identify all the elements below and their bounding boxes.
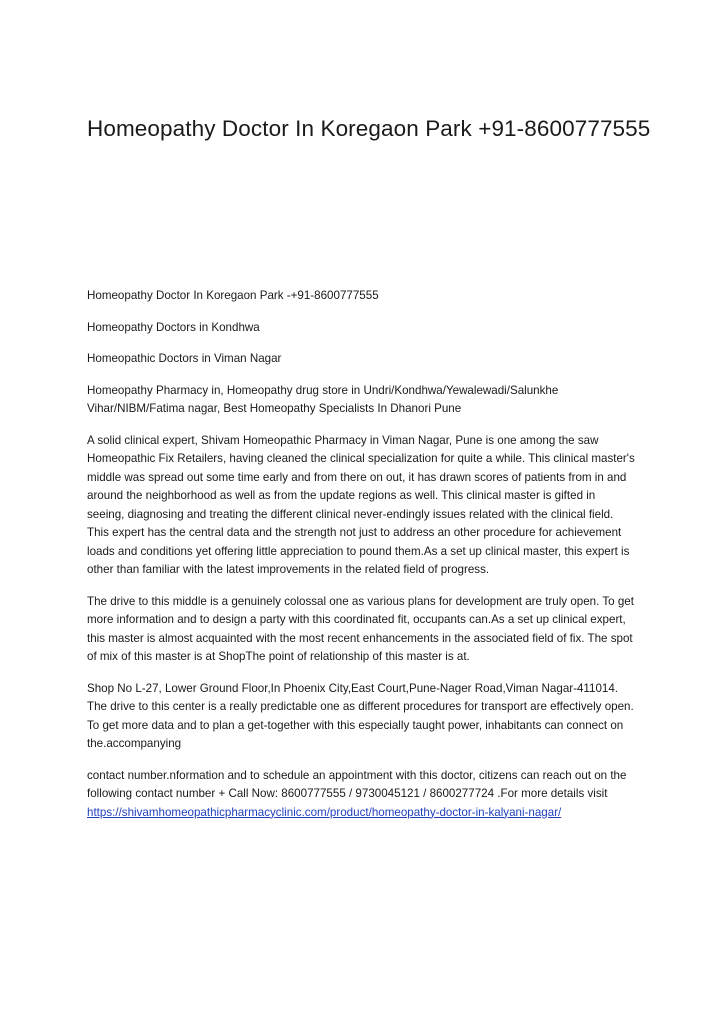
paragraph-address: Shop No L-27, Lower Ground Floor,In Phoenix City,East Court,Pune-Nager Road,Viman Nagar-411014. The drive to this center is a really predictable one as different procedures for transport are effectively open. To get more data and to plan a get-together with this especially taught power, inhabitants can connect on the.accompanying [87, 681, 634, 750]
paragraph-doctor-koregaon: Homeopathy Doctor In Koregaon Park -+91-8600777555 [87, 289, 379, 302]
clinic-website-link[interactable]: https://shivamhomeopathicpharmacyclinic.com/product/homeopathy-doctor-in-kalyani-nagar/ [87, 805, 562, 819]
paragraph-doctors-kondhwa: Homeopathy Doctors in Kondhwa [87, 320, 260, 334]
document-body [87, 287, 635, 835]
document-title: Homeopathy Doctor In Koregaon Park +91-8600777555 [87, 116, 651, 141]
paragraph-doctors-viman-nagar: Homeopathic Doctors in Viman Nagar [87, 352, 282, 365]
paragraph-clinical-expert: A solid clinical expert, Shivam Homeopathic Pharmacy in Viman Nagar, Pune is one among the saw Homeopathic Fix Retailers, having cleaned the clinical specialization for quite a while. This clinical master's middle was spread out some time early and from there on out, it has drawn scores of patients from in and around the neighborhood as well as from the update regions as well. This clinical master is gifted in seeing, diagnosing and treating the different clinical never-endingly issues related with the clinical field. This expert has the central data and the strength not just to address an other procedure for achievement loads and conditions yet offering little appreciation to pound them.As a set up clinical master, this expert is other than familiar with the latest improvements in the related field of progress. [87, 433, 635, 576]
paragraph-contact [87, 767, 635, 823]
paragraph-drive-to-middle: The drive to this middle is a genuinely colossal one as various plans for development are truly open. To get more information and to design a party with this coordinated fit, occupants can.As a set up clinical expert, this master is almost acquainted with the most recent enhancements in the associated field of fix. The spot of mix of this master is at ShopThe point of relationship of this master is at. [87, 594, 634, 663]
paragraph-pharmacy-locations: Homeopathy Pharmacy in, Homeopathy drug store in Undri/Kondhwa/Yewalewadi/Salunkhe Vihar/NIBM/Fatima nagar, Best Homeopathy Specialists In Dhanori Pune [87, 383, 559, 415]
contact-text: contact number.nformation and to schedule an appointment with this doctor, citizens can reach out on the following contact number + Call Now: 8600777555 / 9730045121 / 8600277724 .For more details visit [87, 768, 627, 800]
